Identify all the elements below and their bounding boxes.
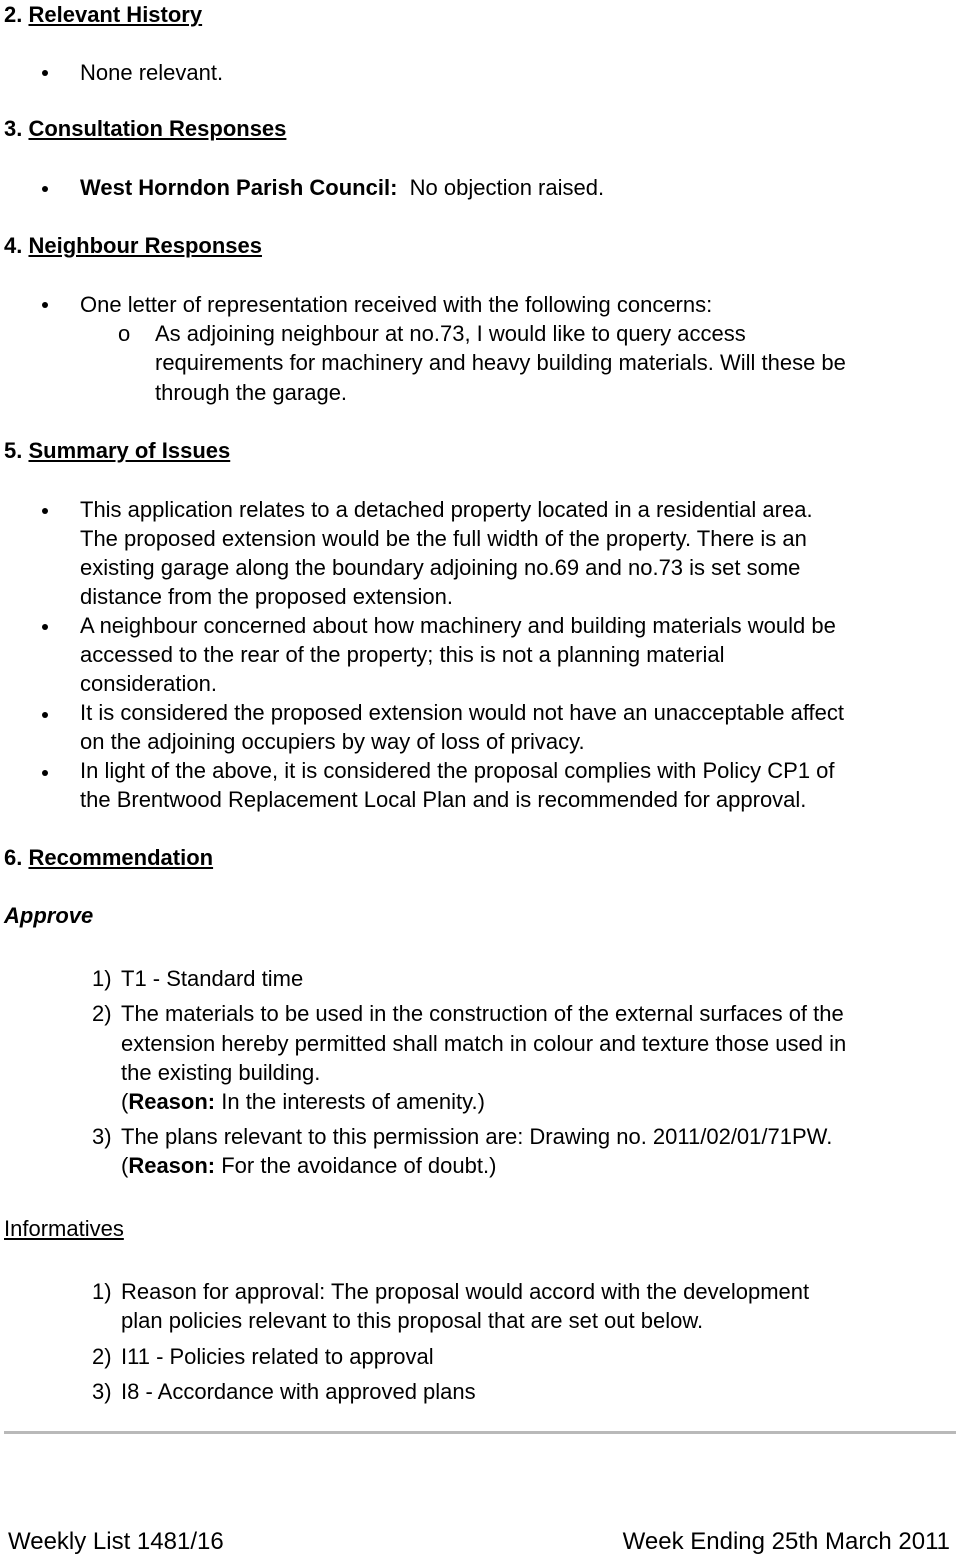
list-item-line: This application relates to a detached property located in a residential area. bbox=[80, 497, 813, 522]
sub-item-line: through the garage. bbox=[155, 380, 348, 405]
list-item-line: accessed to the rear of the property; this is not a planning material bbox=[80, 642, 725, 667]
bullet-icon bbox=[42, 508, 48, 514]
footer-week-ending: Week Ending 25th March 2011 bbox=[622, 1528, 950, 1555]
informative-line: Reason for approval: The proposal would accord with the development bbox=[121, 1279, 810, 1304]
bullet-icon bbox=[42, 302, 48, 308]
heading-consultation-responses: 3. Consultation Responses bbox=[4, 116, 287, 141]
condition-number: 1) bbox=[92, 966, 112, 991]
consultee-label: West Horndon Parish Council: bbox=[80, 175, 398, 200]
heading-recommendation: 6. Recommendation bbox=[4, 845, 214, 870]
list-item-line: A neighbour concerned about how machinery and building materials would be bbox=[80, 613, 836, 638]
informative-line: plan policies relevant to this proposal that are set out below. bbox=[121, 1308, 704, 1333]
sub-bullet-marker: o bbox=[118, 321, 131, 346]
sub-item-line: requirements for machinery and heavy building materials. Will these be bbox=[155, 350, 846, 375]
condition-reason: (Reason: In the interests of amenity.) bbox=[121, 1089, 485, 1114]
list-item-line: The proposed extension would be the full width of the property. There is an bbox=[80, 526, 807, 551]
heading-relevant-history: 2. Relevant History bbox=[4, 2, 203, 27]
list-item-line: on the adjoining occupiers by way of loss of privacy. bbox=[80, 729, 585, 754]
list-item: None relevant. bbox=[80, 60, 224, 85]
bullet-icon bbox=[42, 70, 48, 76]
condition-line: the existing building. bbox=[121, 1060, 321, 1085]
condition-line: T1 - Standard time bbox=[121, 966, 304, 991]
list-item-line: consideration. bbox=[80, 671, 217, 696]
list-item-line: existing garage along the boundary adjoining no.69 and no.73 is set some bbox=[80, 555, 801, 580]
heading-informatives: Informatives bbox=[4, 1216, 124, 1241]
informative-number: 1) bbox=[92, 1279, 112, 1304]
list-item-line: the Brentwood Replacement Local Plan and is recommended for approval. bbox=[80, 787, 807, 812]
sub-item-line: As adjoining neighbour at no.73, I would like to query access bbox=[155, 321, 746, 346]
informative-line: I11 - Policies related to approval bbox=[121, 1344, 434, 1369]
condition-number: 2) bbox=[92, 1001, 112, 1026]
condition-reason: (Reason: For the avoidance of doubt.) bbox=[121, 1153, 497, 1178]
heading-summary-of-issues: 5. Summary of Issues bbox=[4, 438, 231, 463]
condition-line: The plans relevant to this permission are: Drawing no. 2011/02/01/71PW. bbox=[121, 1124, 833, 1149]
bullet-icon bbox=[42, 770, 48, 776]
informative-number: 3) bbox=[92, 1379, 112, 1404]
informative-line: I8 - Accordance with approved plans bbox=[121, 1379, 476, 1404]
condition-line: The materials to be used in the construction of the external surfaces of the bbox=[121, 1001, 844, 1026]
list-item-line: It is considered the proposed extension would not have an unacceptable affect bbox=[80, 700, 845, 725]
footer-divider bbox=[4, 1431, 956, 1434]
bullet-icon bbox=[42, 186, 48, 192]
heading-neighbour-responses: 4. Neighbour Responses bbox=[4, 233, 262, 258]
decision-approve: Approve bbox=[4, 903, 94, 928]
list-item: One letter of representation received with the following concerns: bbox=[80, 292, 713, 317]
footer-weekly-list: Weekly List 1481/16 bbox=[8, 1528, 224, 1555]
condition-line: extension hereby permitted shall match in colour and texture those used in bbox=[121, 1031, 847, 1056]
bullet-icon bbox=[42, 624, 48, 630]
list-item-line: distance from the proposed extension. bbox=[80, 584, 454, 609]
list-item-line: In light of the above, it is considered the proposal complies with Policy CP1 of bbox=[80, 758, 835, 783]
list-item bbox=[80, 173, 604, 202]
consultee-response: No objection raised. bbox=[409, 175, 605, 200]
condition-number: 3) bbox=[92, 1124, 112, 1149]
informative-number: 2) bbox=[92, 1344, 112, 1369]
bullet-icon bbox=[42, 712, 48, 718]
